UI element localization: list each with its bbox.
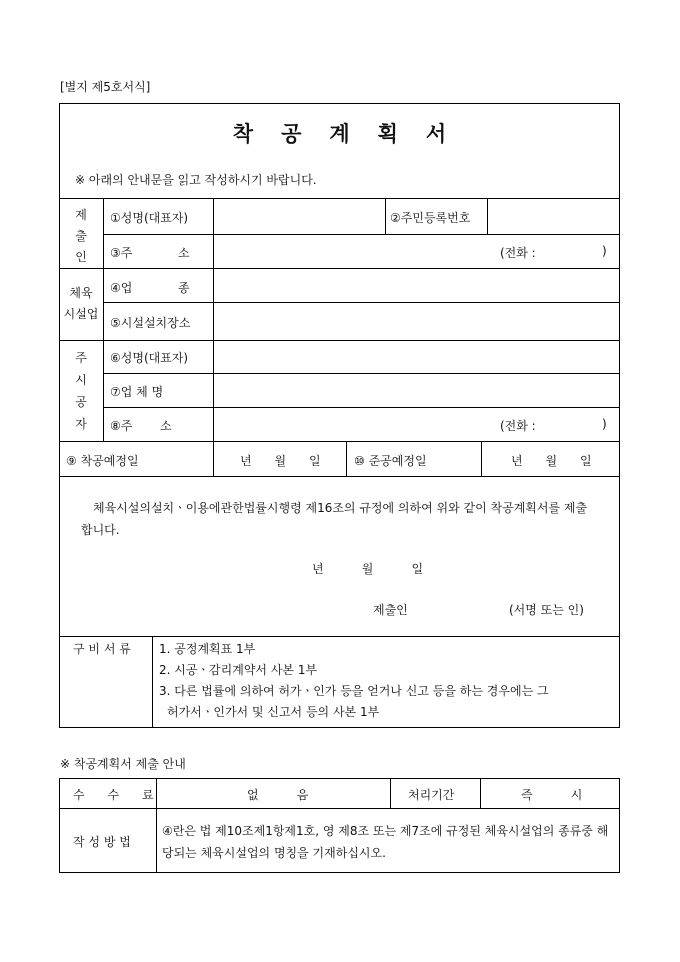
row-divider bbox=[59, 636, 620, 637]
writing-method-text: ④란은 법 제10조제1항제1호, 영 제8조 또는 제7조에 규정된 체육시설업의 종류중 해당되는 체육시설업의 명칭을 기재하십시오. bbox=[162, 824, 609, 860]
submitter-rrn-label: ②주민등록번호 bbox=[390, 211, 471, 225]
required-documents-label: 구 비 서 류 bbox=[73, 642, 131, 656]
group-char: 주 bbox=[75, 351, 87, 365]
constructor-name-label: ⑥성명(대표자) bbox=[110, 351, 189, 365]
row-divider bbox=[59, 441, 620, 442]
document-item: 1. 공정계획표 1부 bbox=[159, 642, 256, 656]
row-divider bbox=[59, 476, 620, 477]
submitter-phone-label: (전화 : bbox=[500, 246, 536, 260]
group-char: 공 bbox=[75, 395, 87, 409]
row-divider bbox=[59, 268, 620, 269]
completion-date-label: ⑩ 준공예정일 bbox=[354, 454, 427, 468]
group-char: 출 bbox=[75, 229, 87, 243]
guide-title: ※ 착공계획서 제출 안내 bbox=[60, 757, 186, 771]
constructor-phone-close: ) bbox=[602, 417, 607, 431]
constructor-address-label: ⑧주 bbox=[110, 419, 133, 433]
submitter-address-label: ③주 bbox=[110, 246, 133, 260]
processing-period-value: 즉 시 bbox=[521, 788, 583, 802]
column-divider bbox=[481, 441, 482, 476]
row-divider bbox=[103, 407, 620, 408]
guide-column-divider bbox=[390, 778, 391, 808]
constructor-group-label bbox=[59, 347, 103, 435]
group-char: 자 bbox=[75, 417, 87, 431]
declaration-statement: 체육시설의설치ㆍ이용에관한법률시행령 제16조의 규정에 의하여 위와 같이 착공계획서를 제출합니다. bbox=[81, 501, 588, 537]
fee-label: 수 수 료 bbox=[73, 788, 154, 802]
start-date-label: ⑨ 착공예정일 bbox=[66, 454, 139, 468]
completion-date-field[interactable]: 년 월 일 bbox=[511, 454, 592, 468]
group-char: 제 bbox=[75, 208, 87, 222]
group-char: 체육 bbox=[69, 286, 93, 300]
submitter-group-label bbox=[59, 205, 103, 268]
start-date-field[interactable]: 년 월 일 bbox=[240, 454, 321, 468]
submitter-sign-label: 제출인 bbox=[373, 603, 408, 617]
row-divider bbox=[103, 302, 620, 303]
guide-column-divider bbox=[156, 778, 157, 873]
table-top-border bbox=[59, 198, 620, 199]
submitter-address-label-2: 소 bbox=[178, 246, 190, 260]
submitter-phone-close: ) bbox=[602, 244, 607, 258]
facility-location-label: ⑤시설설치장소 bbox=[110, 316, 191, 330]
facility-type-label: ④업 bbox=[110, 281, 133, 295]
form-number-label: [별지 제5호서식] bbox=[60, 80, 151, 94]
facility-group-label bbox=[59, 283, 103, 325]
application-form-frame bbox=[59, 103, 620, 728]
signature-field[interactable]: (서명 또는 인) bbox=[509, 603, 584, 617]
fee-value: 없 음 bbox=[247, 788, 309, 802]
form-title: 착공계획서 bbox=[232, 121, 475, 146]
constructor-address-label-2: 소 bbox=[160, 419, 172, 433]
document-item: 허가서ㆍ인가서 및 신고서 등의 사본 1부 bbox=[167, 705, 380, 719]
signing-date[interactable]: 년 월 일 bbox=[312, 562, 424, 576]
column-divider bbox=[385, 198, 386, 234]
constructor-phone-label: (전화 : bbox=[500, 419, 536, 433]
guide-column-divider bbox=[480, 778, 481, 808]
column-divider bbox=[487, 198, 488, 234]
row-divider bbox=[103, 373, 620, 374]
row-divider bbox=[59, 340, 620, 341]
constructor-company-label: ⑦업 체 명 bbox=[110, 385, 164, 399]
instruction-notice: ※ 아래의 안내문을 읽고 작성하시기 바랍니다. bbox=[75, 173, 317, 187]
writing-method-label: 작 성 방 법 bbox=[73, 835, 131, 849]
guide-row-divider bbox=[59, 808, 620, 809]
processing-period-label: 처리기간 bbox=[408, 788, 455, 802]
column-divider bbox=[346, 441, 347, 476]
row-divider bbox=[103, 234, 620, 235]
group-column-divider bbox=[103, 198, 104, 441]
column-divider bbox=[152, 636, 153, 728]
document-item: 3. 다른 법률에 의하여 허가ㆍ인가 등을 얻거나 신고 등을 하는 경우에는 그 bbox=[159, 684, 549, 698]
group-char: 인 bbox=[75, 250, 87, 264]
document-item: 2. 시공ㆍ감리계약서 사본 1부 bbox=[159, 663, 318, 677]
group-char: 시 bbox=[75, 373, 87, 387]
submitter-name-label: ①성명(대표자) bbox=[110, 211, 189, 225]
facility-type-label-2: 종 bbox=[178, 281, 190, 295]
group-char: 시설업 bbox=[63, 307, 99, 321]
label-column-divider bbox=[213, 198, 214, 476]
